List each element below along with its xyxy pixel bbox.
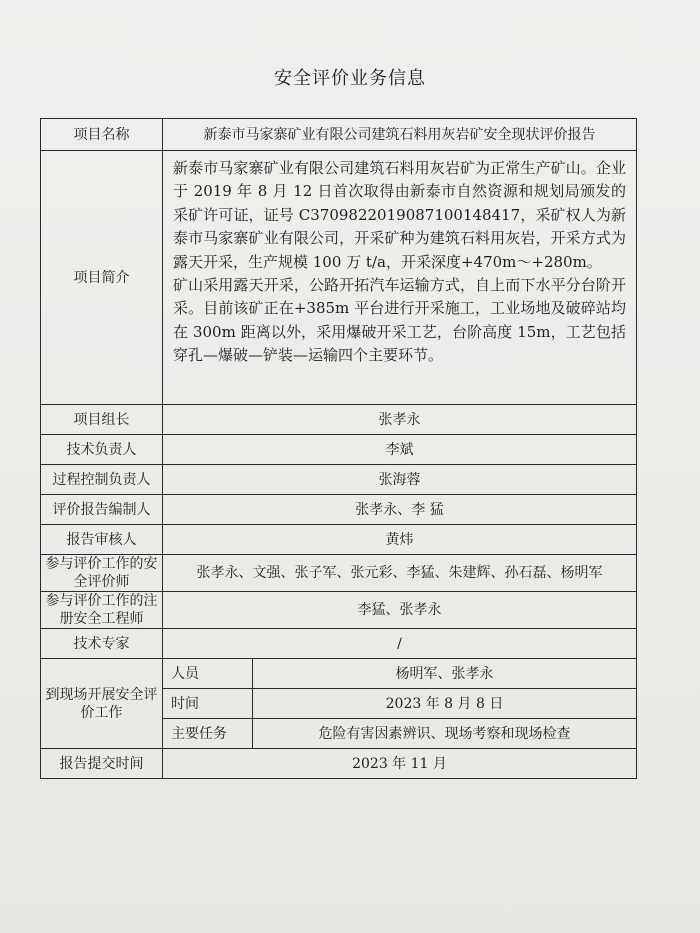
- report-author-value: 张孝永、李 猛: [163, 495, 637, 525]
- onsite-label: 到现场开展安全评价工作: [41, 659, 163, 749]
- table-row: [41, 465, 637, 495]
- process-control-value: 张海蓉: [163, 465, 637, 495]
- document-title: 安全评价业务信息: [274, 68, 426, 89]
- table-row: [41, 435, 637, 465]
- tech-lead-label: 技术负责人: [41, 435, 163, 465]
- project-intro-paragraph-1: 新泰市马家寨矿业有限公司建筑石料用灰岩矿为正常生产矿山。企业于 2019 年 8 月 12 日首次取得由新泰市自然资源和规划局颁发的采矿许可证，证号 C3709822019087100148417，采矿权人为新泰市马家寨矿业有限公司，开采矿种为建筑石料用灰岩，开采方式为露天开采，生产规模 100 万 t/a，开采深度+470m～+280m。: [173, 159, 626, 271]
- table-row: [41, 119, 637, 151]
- evaluators-label: 参与评价工作的安全评价师: [41, 555, 163, 592]
- table-row: [41, 405, 637, 435]
- project-name-value: 新泰市马家寨矿业有限公司建筑石料用灰岩矿安全现状评价报告: [163, 119, 637, 151]
- table-row: [41, 495, 637, 525]
- engineers-label: 参与评价工作的注册安全工程师: [41, 592, 163, 629]
- report-author-label: 评价报告编制人: [41, 495, 163, 525]
- project-name-label: 项目名称: [41, 119, 163, 151]
- tech-expert-value: /: [163, 629, 637, 659]
- table-row: [41, 592, 637, 629]
- project-intro-label: 项目简介: [41, 151, 163, 405]
- process-control-label: 过程控制负责人: [41, 465, 163, 495]
- onsite-time-value: 2023 年 8 月 8 日: [253, 689, 637, 719]
- onsite-tasks-label: 主要任务: [163, 719, 253, 749]
- info-table: [40, 118, 637, 779]
- report-reviewer-value: 黄炜: [163, 525, 637, 555]
- table-row: [41, 151, 637, 405]
- evaluators-value: 张孝永、文强、张子军、张元彩、李猛、朱建辉、孙石磊、杨明军: [163, 555, 637, 592]
- onsite-time-label: 时间: [163, 689, 253, 719]
- table-row: [41, 749, 637, 779]
- submit-time-value: 2023 年 11 月: [163, 749, 637, 779]
- engineers-value: 李猛、张孝永: [163, 592, 637, 629]
- tech-expert-label: 技术专家: [41, 629, 163, 659]
- onsite-personnel-label: 人员: [163, 659, 253, 689]
- table-row: [41, 555, 637, 592]
- onsite-personnel-value: 杨明军、张孝永: [253, 659, 637, 689]
- submit-time-label: 报告提交时间: [41, 749, 163, 779]
- table-row: [41, 525, 637, 555]
- report-reviewer-label: 报告审核人: [41, 525, 163, 555]
- project-intro-paragraph-2: 矿山采用露天开采，公路开拓汽车运输方式，自上而下水平分台阶开采。目前该矿正在+385m 平台进行开采施工，工业场地及破碎站均在 300m 距离以外，采用爆破开采工艺，台阶高度 15m，工艺包括穿孔—爆破—铲装—运输四个主要环节。: [173, 276, 626, 365]
- onsite-tasks-value: 危险有害因素辨识、现场考察和现场检查: [253, 719, 637, 749]
- table-row: [41, 629, 637, 659]
- project-intro-cell: [163, 151, 637, 405]
- project-leader-value: 张孝永: [163, 405, 637, 435]
- project-leader-label: 项目组长: [41, 405, 163, 435]
- table-row: [41, 659, 637, 689]
- tech-lead-value: 李斌: [163, 435, 637, 465]
